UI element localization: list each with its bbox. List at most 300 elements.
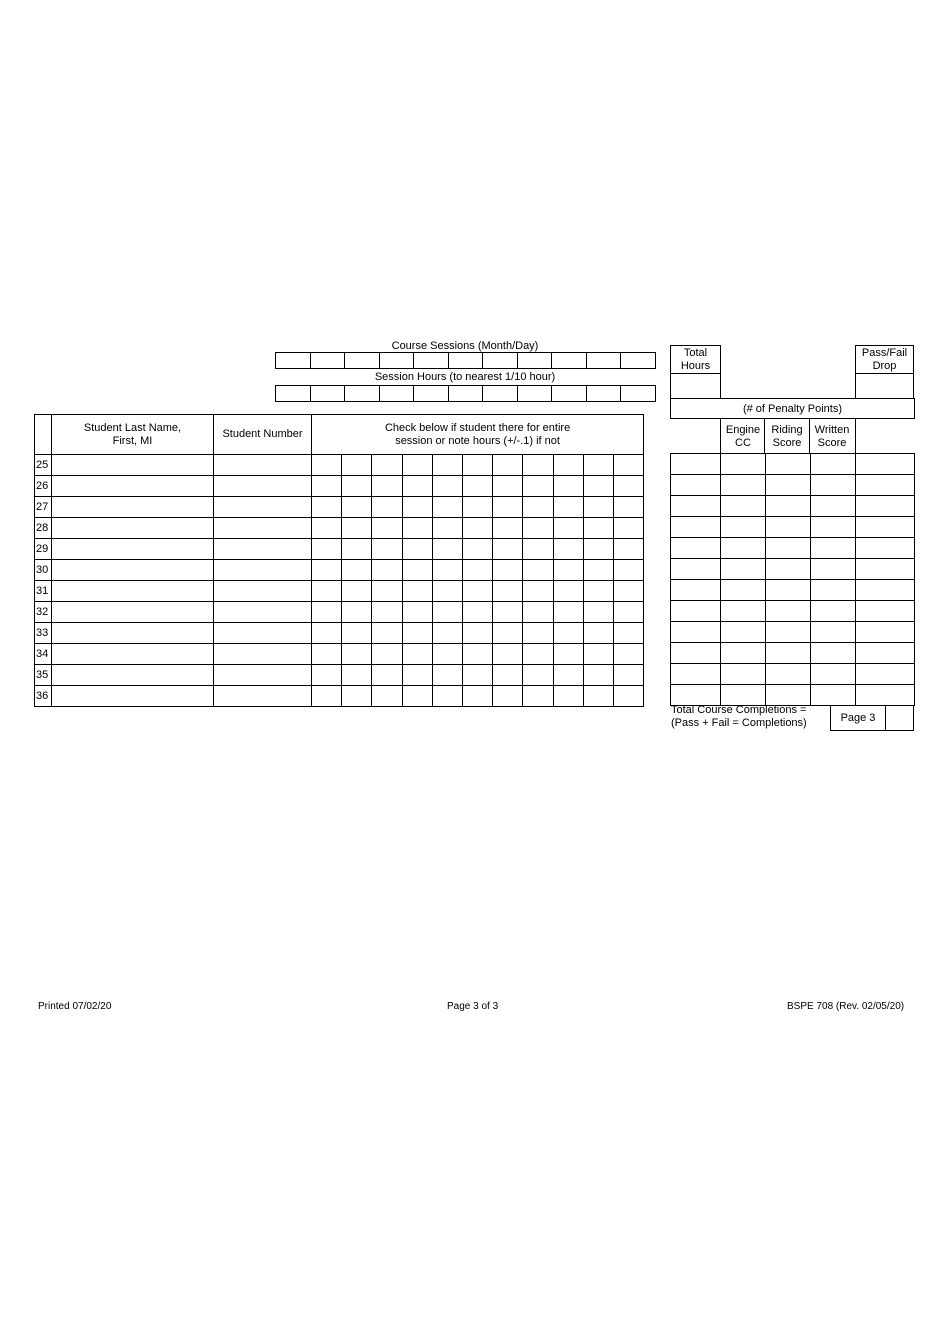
results-row [671,622,915,643]
attendance-cell[interactable] [553,581,583,602]
attendance-cell[interactable] [342,581,372,602]
attendance-cell[interactable] [432,455,462,476]
attendance-cell[interactable] [372,518,402,539]
attendance-cell[interactable] [462,581,492,602]
attendance-cell[interactable] [583,476,613,497]
attendance-cell[interactable] [342,686,372,707]
attendance-cell[interactable] [462,539,492,560]
riding-score-cell[interactable] [766,685,811,706]
attendance-cell[interactable] [312,644,342,665]
attendance-cell[interactable] [432,602,462,623]
riding-score-cell[interactable] [766,454,811,475]
attendance-cell[interactable] [613,602,643,623]
results-row [671,538,915,559]
table-row [35,623,644,644]
attendance-cell[interactable] [553,518,583,539]
row-number: 31 [35,581,52,602]
attendance-cell[interactable] [493,560,523,581]
attendance-cell[interactable] [493,476,523,497]
attendance-cell[interactable] [523,665,553,686]
student-name-cell[interactable] [52,518,214,539]
total-hours-cell[interactable] [671,559,721,580]
row-number: 27 [35,497,52,518]
attendance-cell[interactable] [553,455,583,476]
student-name-cell[interactable] [52,455,214,476]
attendance-cell[interactable] [402,497,432,518]
session-date-cell[interactable] [517,353,552,369]
table-row [35,644,644,665]
student-name-cell[interactable] [52,644,214,665]
attendance-cell[interactable] [432,644,462,665]
student-number-cell[interactable] [214,560,312,581]
student-name-cell[interactable] [52,665,214,686]
attendance-cell[interactable] [462,497,492,518]
riding-score-cell[interactable] [766,538,811,559]
written-score-cell[interactable] [811,685,856,706]
attendance-cell[interactable] [493,686,523,707]
row-number: 36 [35,686,52,707]
attendance-cell[interactable] [432,623,462,644]
attendance-cell[interactable] [493,518,523,539]
engine-cc-header [720,419,765,454]
attendance-cell[interactable] [583,560,613,581]
engine-cc-cell[interactable] [721,601,766,622]
attendance-cell[interactable] [583,497,613,518]
session-hours-cell[interactable] [345,386,380,402]
total-hours-cell[interactable] [671,601,721,622]
riding-score-cell[interactable] [766,622,811,643]
attendance-cell[interactable] [402,518,432,539]
attendance-cell[interactable] [402,560,432,581]
attendance-cell[interactable] [613,560,643,581]
attendance-cell[interactable] [402,539,432,560]
attendance-cell[interactable] [462,455,492,476]
student-name-cell[interactable] [52,602,214,623]
engine-cc-label: Engine CC [725,424,761,449]
total-hours-cell[interactable] [671,538,721,559]
results-row [671,559,915,580]
attendance-header: Check below if student there for entire session or note hours (+/-.1) if not [312,415,644,455]
student-number-cell[interactable] [214,623,312,644]
attendance-cell[interactable] [553,539,583,560]
attendance-cell[interactable] [523,476,553,497]
riding-score-cell[interactable] [766,580,811,601]
table-row [35,539,644,560]
table-row [35,455,644,476]
attendance-cell[interactable] [613,581,643,602]
attendance-cell[interactable] [342,602,372,623]
riding-score-cell[interactable] [766,664,811,685]
student-name-cell[interactable] [52,560,214,581]
attendance-cell[interactable] [523,602,553,623]
session-hours-cell[interactable] [310,386,345,402]
course-sessions-label: Course Sessions (Month/Day) [391,340,539,352]
written-score-cell[interactable] [811,454,856,475]
attendance-cell[interactable] [432,686,462,707]
session-date-cell[interactable] [586,353,621,369]
attendance-cell[interactable] [523,623,553,644]
attendance-cell[interactable] [372,539,402,560]
attendance-cell[interactable] [372,455,402,476]
attendance-cell[interactable] [372,602,402,623]
attendance-cell[interactable] [553,686,583,707]
attendance-cell[interactable] [342,623,372,644]
written-score-header [810,419,856,454]
attendance-cell[interactable] [553,665,583,686]
attendance-cell[interactable] [462,476,492,497]
roster-table [34,414,644,707]
session-date-cell[interactable] [345,353,380,369]
attendance-cell[interactable] [432,518,462,539]
attendance-cell[interactable] [553,476,583,497]
attendance-cell[interactable] [553,602,583,623]
row-number: 26 [35,476,52,497]
student-name-cell[interactable] [52,686,214,707]
session-date-cell[interactable] [448,353,483,369]
written-score-cell[interactable] [811,643,856,664]
attendance-cell[interactable] [493,623,523,644]
engine-cc-cell[interactable] [721,538,766,559]
row-number: 35 [35,665,52,686]
engine-cc-cell[interactable] [721,559,766,580]
attendance-cell[interactable] [342,476,372,497]
page-number: Page 3 of 3 [447,1001,499,1012]
row-number: 25 [35,455,52,476]
attendance-cell[interactable] [432,581,462,602]
attendance-cell[interactable] [372,665,402,686]
attendance-cell[interactable] [402,602,432,623]
written-score-cell[interactable] [811,475,856,496]
attendance-cell[interactable] [613,476,643,497]
total-hours-cell[interactable] [671,685,721,706]
pass-fail-cell[interactable] [856,454,915,475]
student-number-cell[interactable] [214,476,312,497]
attendance-cell[interactable] [583,665,613,686]
engine-cc-cell[interactable] [721,496,766,517]
total-hours-cell[interactable] [671,664,721,685]
written-score-cell[interactable] [811,622,856,643]
table-row [35,581,644,602]
pass-fail-cell[interactable] [856,685,915,706]
attendance-cell[interactable] [432,476,462,497]
attendance-cell[interactable] [462,518,492,539]
results-row [671,580,915,601]
attendance-cell[interactable] [342,644,372,665]
riding-score-cell[interactable] [766,559,811,580]
total-hours-cell[interactable] [671,643,721,664]
session-hours-cell[interactable] [586,386,621,402]
attendance-cell[interactable] [523,518,553,539]
attendance-cell[interactable] [312,623,342,644]
engine-cc-cell[interactable] [721,664,766,685]
session-hours-cell[interactable] [448,386,483,402]
attendance-cell[interactable] [342,518,372,539]
session-hours-cell[interactable] [483,386,518,402]
page-value-cell[interactable] [886,706,913,730]
pass-fail-cell[interactable] [856,601,915,622]
engine-cc-cell[interactable] [721,685,766,706]
written-score-label: Written Score [814,424,850,449]
student-name-cell[interactable] [52,539,214,560]
attendance-cell[interactable] [613,497,643,518]
pass-fail-cell[interactable] [856,622,915,643]
written-score-cell[interactable] [811,664,856,685]
written-score-cell[interactable] [811,601,856,622]
attendance-cell[interactable] [553,644,583,665]
attendance-cell[interactable] [613,665,643,686]
attendance-cell[interactable] [432,665,462,686]
student-number-cell[interactable] [214,497,312,518]
attendance-cell[interactable] [493,581,523,602]
written-score-cell[interactable] [811,496,856,517]
pass-fail-box [855,345,914,399]
attendance-cell[interactable] [402,581,432,602]
riding-score-cell[interactable] [766,601,811,622]
student-number-cell[interactable] [214,602,312,623]
attendance-cell[interactable] [462,623,492,644]
attendance-cell[interactable] [583,686,613,707]
attendance-cell[interactable] [402,455,432,476]
student-name-header: Student Last Name, First, MI [52,415,214,455]
total-hours-cell[interactable] [671,622,721,643]
attendance-cell[interactable] [613,455,643,476]
student-name-cell[interactable] [52,476,214,497]
attendance-cell[interactable] [462,665,492,686]
attendance-cell[interactable] [312,665,342,686]
session-date-cell[interactable] [552,353,587,369]
attendance-cell[interactable] [583,581,613,602]
total-hours-cell[interactable] [671,475,721,496]
session-date-cell[interactable] [276,353,311,369]
penalty-points-box [670,398,915,419]
results-row [671,685,915,706]
attendance-cell[interactable] [523,686,553,707]
attendance-cell[interactable] [523,497,553,518]
student-number-cell[interactable] [214,686,312,707]
attendance-cell[interactable] [583,644,613,665]
pass-fail-cell[interactable] [856,538,915,559]
total-completions-label: Total Course Completions = (Pass + Fail = Completions) [671,704,807,729]
attendance-cell[interactable] [613,518,643,539]
pass-fail-cell[interactable] [856,475,915,496]
written-score-cell[interactable] [811,517,856,538]
pass-fail-cell[interactable] [856,580,915,601]
row-number-header [35,415,52,455]
attendance-cell[interactable] [402,665,432,686]
student-number-cell[interactable] [214,644,312,665]
row-number: 29 [35,539,52,560]
attendance-cell[interactable] [583,518,613,539]
attendance-cell[interactable] [493,497,523,518]
attendance-cell[interactable] [342,455,372,476]
attendance-cell[interactable] [372,623,402,644]
total-hours-label: Total Hours [680,347,711,372]
attendance-cell[interactable] [613,623,643,644]
student-number-cell[interactable] [214,581,312,602]
attendance-cell[interactable] [553,560,583,581]
attendance-cell[interactable] [462,602,492,623]
attendance-cell[interactable] [583,539,613,560]
attendance-cell[interactable] [372,581,402,602]
row-number: 28 [35,518,52,539]
attendance-cell[interactable] [372,644,402,665]
table-row [35,602,644,623]
attendance-cell[interactable] [523,644,553,665]
table-row [35,686,644,707]
attendance-cell[interactable] [372,497,402,518]
written-score-cell[interactable] [811,580,856,601]
written-score-cell[interactable] [811,538,856,559]
attendance-cell[interactable] [312,581,342,602]
pass-fail-cell[interactable] [856,559,915,580]
attendance-cell[interactable] [372,560,402,581]
table-row [35,476,644,497]
student-name-cell[interactable] [52,497,214,518]
attendance-cell[interactable] [342,665,372,686]
row-number: 30 [35,560,52,581]
attendance-cell[interactable] [553,623,583,644]
attendance-cell[interactable] [342,497,372,518]
student-number-header: Student Number [214,415,312,455]
attendance-cell[interactable] [372,686,402,707]
session-hours-label: Session Hours (to nearest 1/10 hour) [374,371,556,383]
results-row [671,643,915,664]
attendance-cell[interactable] [493,665,523,686]
attendance-cell[interactable] [523,581,553,602]
session-date-cell[interactable] [310,353,345,369]
attendance-cell[interactable] [432,560,462,581]
attendance-cell[interactable] [493,644,523,665]
attendance-cell[interactable] [312,497,342,518]
attendance-cell[interactable] [402,644,432,665]
attendance-cell[interactable] [312,476,342,497]
attendance-cell[interactable] [372,476,402,497]
attendance-cell[interactable] [402,623,432,644]
attendance-cell[interactable] [613,644,643,665]
session-hours-cell[interactable] [621,386,656,402]
page-box-label: Page 3 [840,712,876,724]
pass-fail-cell[interactable] [856,517,915,538]
attendance-cell[interactable] [493,455,523,476]
attendance-cell[interactable] [462,644,492,665]
attendance-cell[interactable] [342,560,372,581]
riding-score-cell[interactable] [766,475,811,496]
student-number-cell[interactable] [214,539,312,560]
total-hours-cell[interactable] [671,496,721,517]
attendance-cell[interactable] [402,686,432,707]
student-number-cell[interactable] [214,665,312,686]
session-date-cell[interactable] [483,353,518,369]
riding-score-cell[interactable] [766,496,811,517]
student-number-cell[interactable] [214,455,312,476]
attendance-cell[interactable] [402,476,432,497]
student-name-cell[interactable] [52,581,214,602]
results-row [671,496,915,517]
attendance-cell[interactable] [312,455,342,476]
attendance-cell[interactable] [613,686,643,707]
total-hours-box [670,345,721,399]
riding-score-header [765,419,810,454]
attendance-cell[interactable] [493,539,523,560]
attendance-cell[interactable] [613,539,643,560]
results-row [671,601,915,622]
student-name-cell[interactable] [52,623,214,644]
attendance-cell[interactable] [342,539,372,560]
attendance-cell[interactable] [432,497,462,518]
session-hours-cell[interactable] [414,386,449,402]
attendance-cell[interactable] [432,539,462,560]
session-hours-cell[interactable] [552,386,587,402]
engine-cc-cell[interactable] [721,643,766,664]
session-date-cell[interactable] [621,353,656,369]
results-row [671,475,915,496]
total-hours-cell[interactable] [671,454,721,475]
attendance-cell[interactable] [312,602,342,623]
row-number: 34 [35,644,52,665]
penalty-points-label: (# of Penalty Points) [742,403,843,415]
row-number: 32 [35,602,52,623]
attendance-cell[interactable] [583,455,613,476]
table-row [35,518,644,539]
total-hours-cell[interactable] [671,517,721,538]
results-table [670,453,915,706]
attendance-cell[interactable] [583,602,613,623]
engine-cc-cell[interactable] [721,580,766,601]
pass-fail-label: Pass/Fail Drop [861,347,908,372]
total-hours-cell[interactable] [671,580,721,601]
attendance-cell[interactable] [553,497,583,518]
course-sessions-grid [275,352,656,369]
attendance-cell[interactable] [523,455,553,476]
attendance-cell[interactable] [462,686,492,707]
attendance-cell[interactable] [312,686,342,707]
engine-cc-cell[interactable] [721,517,766,538]
page-box [830,705,914,731]
pass-fail-cell[interactable] [856,643,915,664]
attendance-cell[interactable] [523,539,553,560]
riding-score-cell[interactable] [766,517,811,538]
engine-cc-cell[interactable] [721,454,766,475]
table-row [35,497,644,518]
session-hours-cell[interactable] [379,386,414,402]
engine-cc-cell[interactable] [721,475,766,496]
session-date-cell[interactable] [414,353,449,369]
student-number-cell[interactable] [214,518,312,539]
attendance-cell[interactable] [462,560,492,581]
attendance-cell[interactable] [312,539,342,560]
engine-cc-cell[interactable] [721,622,766,643]
attendance-cell[interactable] [312,560,342,581]
attendance-cell[interactable] [312,518,342,539]
riding-score-cell[interactable] [766,643,811,664]
form-id: BSPE 708 (Rev. 02/05/20) [787,1001,905,1012]
pass-fail-cell[interactable] [856,664,915,685]
attendance-cell[interactable] [583,623,613,644]
session-hours-cell[interactable] [276,386,311,402]
pass-fail-cell[interactable] [856,496,915,517]
printed-date: Printed 07/02/20 [38,1001,112,1012]
table-row [35,560,644,581]
attendance-cell[interactable] [493,602,523,623]
attendance-cell[interactable] [523,560,553,581]
results-row [671,517,915,538]
written-score-cell[interactable] [811,559,856,580]
session-date-cell[interactable] [379,353,414,369]
table-row [35,665,644,686]
results-row [671,664,915,685]
session-hours-cell[interactable] [517,386,552,402]
session-hours-grid [275,385,656,402]
